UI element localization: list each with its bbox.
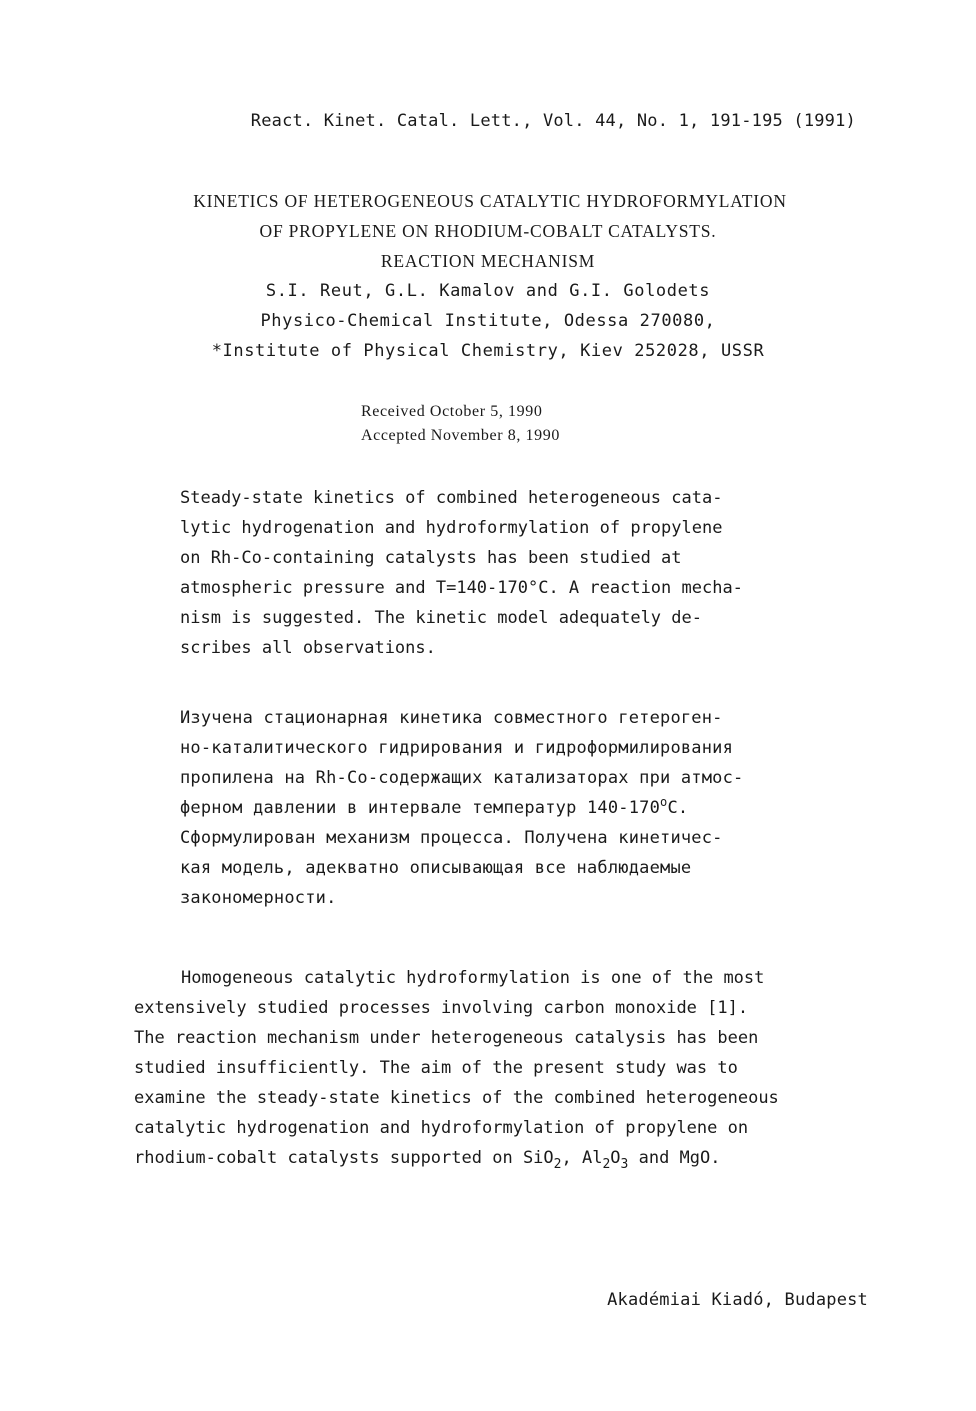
authors: S.I. Reut, G.L. Kamalov and G.I. Golodets (265, 281, 711, 301)
abstract-en-line: scribes all observations. (180, 638, 436, 658)
abstract-ru-line: Сформулирован механизм процесса. Получена кинетичес- (180, 828, 723, 848)
body-line: The reaction mechanism under heterogeneous catalysis has been (134, 1028, 759, 1048)
received-date: Received October 5, 1990 (361, 403, 543, 420)
abstract-ru-text: ферном давлении в интервале температур 140-170 (180, 798, 661, 818)
affiliation-2: *Institute of Physical Chemistry, Kiev 252028, USSR (211, 341, 765, 361)
title-line-2: OF PROPYLENE ON RHODIUM-COBALT CATALYSTS. (259, 221, 717, 241)
degree-mark: o (660, 795, 668, 809)
journal-citation: React. Kinet. Catal. Lett., Vol. 44, No. 1, 191-195 (1991) (250, 111, 856, 131)
body-line: Homogeneous catalytic hydroformylation is one of the most (181, 968, 765, 988)
formula-subscript: 3 (620, 1157, 629, 1172)
abstract-en-line: atmospheric pressure and T=140-170°C. A reaction mecha- (180, 578, 743, 598)
body-line: examine the steady-state kinetics of the combined heterogeneous (134, 1088, 779, 1108)
formula-part: SiO (522, 1148, 554, 1168)
body-line: catalytic hydrogenation and hydroformylation of propylene on (134, 1118, 749, 1138)
abstract-en-line: nism is suggested. The kinetic model adequately de- (180, 608, 702, 628)
formula-sio2 (522, 1148, 562, 1172)
abstract-en-line: Steady-state kinetics of combined heterogeneous cata- (180, 488, 723, 508)
abstract-en-line: on Rh-Co-containing catalysts has been studied at (180, 548, 682, 568)
title-line-3: REACTION MECHANISM (380, 251, 596, 271)
publisher-footer: Akadémiai Kiadó, Budapest (607, 1290, 868, 1310)
abstract-ru-line: но-каталитического гидрирования и гидроформилирования (180, 738, 734, 758)
abstract-ru-line: закономерности. (180, 888, 337, 908)
formula-subscript: 2 (553, 1157, 562, 1172)
body-line: studied insufficiently. The aim of the present study was to (134, 1058, 738, 1078)
formula-part: O (610, 1148, 621, 1168)
abstract-ru-line (180, 793, 840, 823)
abstract-ru-line: пропилена на Rh-Co-содержащих катализаторах при атмос- (180, 768, 744, 788)
formula-subscript: 2 (602, 1157, 611, 1172)
introduction-paragraph (134, 963, 874, 1173)
body-line: extensively studied processes involving carbon monoxide [1]. (134, 998, 749, 1018)
body-line (134, 1143, 874, 1173)
abstract-ru-line: кая модель, адекватно описывающая все наблюдаемые (180, 858, 692, 878)
body-text: rhodium-cobalt catalysts supported on (134, 1148, 523, 1168)
title-line-1: KINETICS OF HETEROGENEOUS CATALYTIC HYDROFORMYLATION (193, 191, 787, 211)
abstract-en-line: lytic hydrogenation and hydroformylation of propylene (180, 518, 723, 538)
body-text: and MgO. (628, 1148, 721, 1168)
abstract-russian (180, 703, 840, 913)
formula-al2o3 (581, 1148, 629, 1172)
dates-block (361, 400, 560, 448)
abstract-ru-line: Изучена стационарная кинетика совместного гетероген- (180, 708, 723, 728)
title-block (0, 186, 976, 366)
separator: , (561, 1148, 582, 1168)
temp-unit: C. (667, 798, 689, 818)
formula-part: Al (581, 1148, 603, 1168)
abstract-english (180, 483, 840, 663)
affiliation-1: Physico-Chemical Institute, Odessa 270080, (260, 311, 716, 331)
accepted-date: Accepted November 8, 1990 (361, 427, 560, 444)
